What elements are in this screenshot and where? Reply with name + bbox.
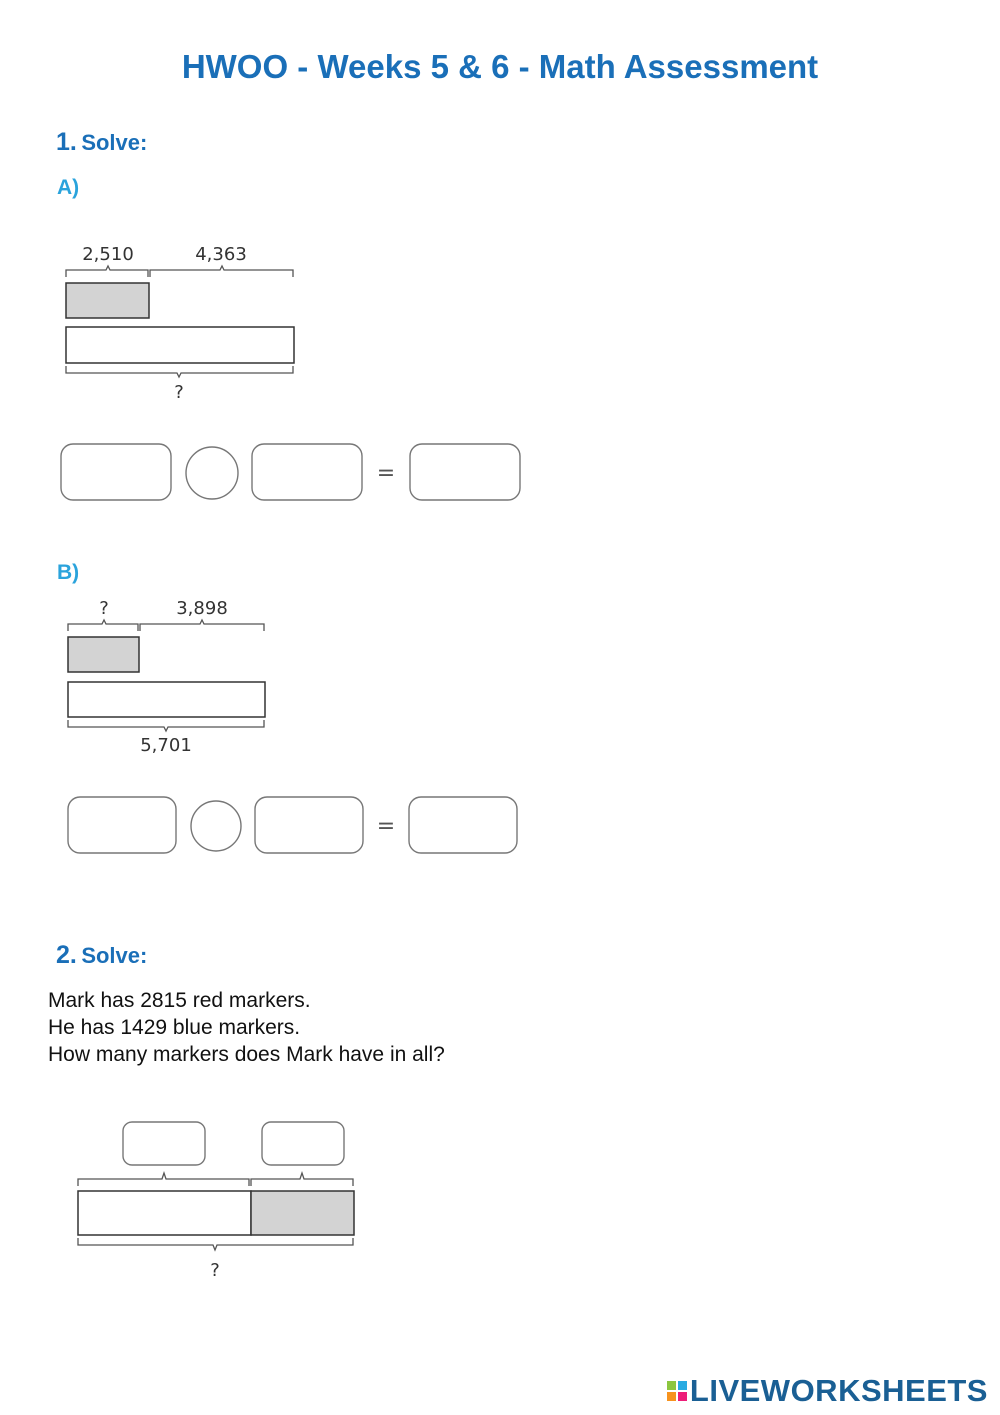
bar-model-b-bottom-brace: [68, 720, 264, 731]
bar-model-q2-top-right-brace: [251, 1173, 353, 1186]
bar-model-q2-shaded-bar: [251, 1191, 354, 1235]
logo-text: LIVEWORKSHEETS: [689, 1373, 988, 1408]
question-1-label: Solve:: [81, 130, 148, 155]
bar-model-q2-left-answer-box[interactable]: [123, 1122, 205, 1165]
bar-model-b-top-left-brace: [68, 620, 138, 631]
page-title: HWOO - Weeks 5 & 6 - Math Assessment: [181, 48, 819, 85]
bar-model-a-whole-bar: [66, 327, 294, 363]
question-2-heading: [56, 941, 147, 970]
word-problem: [48, 987, 445, 1068]
bar-model-q2-bottom-label: ?: [210, 1260, 220, 1281]
bar-model-b-top-right-label: 3,898: [176, 598, 228, 619]
bar-model-a-top-right-brace: [150, 266, 293, 277]
part-a-label: A): [57, 176, 80, 199]
bar-model-q2: [70, 1118, 370, 1288]
bar-model-q2-right-answer-box[interactable]: [262, 1122, 344, 1165]
bar-model-b-top-right-brace: [140, 620, 264, 631]
equation-b-operand2-box[interactable]: [255, 797, 363, 853]
bar-model-b-whole-bar: [68, 682, 265, 717]
equation-a-operand1-box[interactable]: [61, 444, 171, 500]
equation-b-result-box[interactable]: [409, 797, 517, 853]
bar-model-b: [58, 592, 278, 762]
bar-model-q2-bottom-brace: [78, 1238, 353, 1250]
word-problem-line-3: How many markers does Mark have in all?: [48, 1043, 445, 1066]
word-problem-line-2: He has 1429 blue markers.: [48, 1016, 301, 1039]
bar-model-b-bottom-label: 5,701: [140, 735, 192, 756]
bar-model-a-top-left-brace: [66, 266, 148, 277]
bar-model-a-bottom-label: ?: [174, 382, 184, 403]
equation-a: [58, 442, 528, 504]
question-2-number: 2.: [56, 941, 77, 969]
question-2-label: Solve:: [81, 943, 148, 968]
bar-model-b-shaded-bar: [68, 637, 139, 672]
equation-b-operator-circle[interactable]: [191, 801, 241, 851]
bar-model-q2-white-bar: [78, 1191, 251, 1235]
bar-model-a-top-right-label: 4,363: [195, 244, 247, 265]
bar-model-a: [55, 238, 315, 408]
equation-a-equals-sign: =: [376, 461, 396, 486]
equation-a-operand2-box[interactable]: [252, 444, 362, 500]
bar-model-a-shaded-bar: [66, 283, 149, 318]
bar-model-q2-top-left-brace: [78, 1173, 249, 1186]
equation-a-result-box[interactable]: [410, 444, 520, 500]
logo-mark-icon: [667, 1381, 687, 1401]
bar-model-b-top-left-label: ?: [99, 598, 109, 619]
bar-model-a-top-left-label: 2,510: [82, 244, 134, 265]
part-b-label: B): [57, 561, 80, 584]
equation-b-equals-sign: =: [376, 814, 396, 839]
liveworksheets-logo: [667, 1373, 988, 1409]
bar-model-a-bottom-brace: [66, 366, 293, 377]
equation-b: [64, 795, 524, 857]
word-problem-line-1: Mark has 2815 red markers.: [48, 989, 311, 1012]
question-1-heading: [56, 128, 147, 157]
equation-b-operand1-box[interactable]: [68, 797, 176, 853]
question-1-number: 1.: [56, 128, 77, 156]
equation-a-operator-circle[interactable]: [186, 447, 238, 499]
